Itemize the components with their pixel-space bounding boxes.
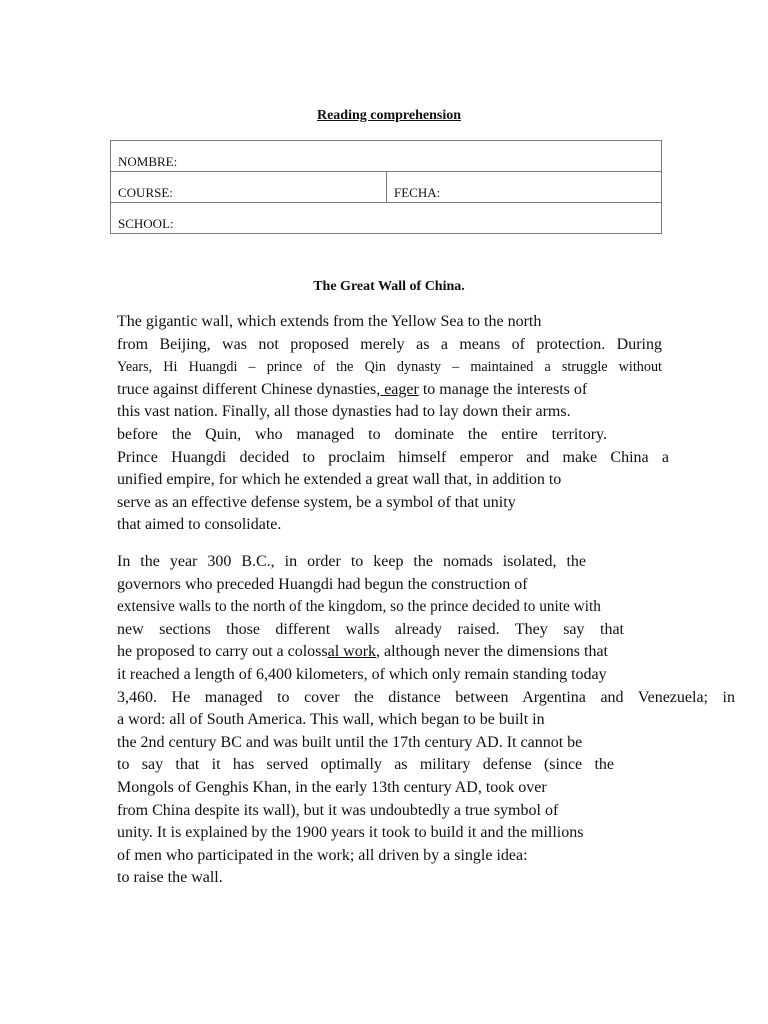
text-line: Years, Hi Huangdi – prince of the Qin dynasty – maintained a struggle without	[117, 359, 662, 376]
text-segment: he proposed to carry out a coloss	[117, 643, 328, 661]
text-line: new sections those different walls already raised. They say that	[117, 620, 624, 638]
text-line	[117, 379, 662, 402]
text-line: 3,460. He managed to cover the distance between Argentina and Venezuela; in	[117, 688, 735, 706]
student-info-table	[110, 140, 662, 234]
course-field: COURSE:	[111, 172, 387, 203]
fecha-field: FECHA:	[387, 172, 662, 203]
text-line: unity. It is explained by the 1900 years it took to build it and the millions	[117, 824, 584, 842]
text-line: to raise the wall.	[117, 869, 223, 887]
text-line	[117, 641, 735, 664]
text-line: unified empire, for which he extended a great wall that, in addition to	[117, 471, 562, 489]
text-line: from China despite its wall), but it was undoubtedly a true symbol of	[117, 801, 559, 819]
text-line: a word: all of South America. This wall, which began to be built in	[117, 711, 545, 729]
text-segment: truce against different Chinese dynasties	[117, 380, 377, 398]
paragraph-1	[117, 311, 669, 537]
text-line: extensive walls to the north of the kingdom, so the prince decided to unite with	[117, 598, 601, 616]
text-line: of men who participated in the work; all driven by a single idea:	[117, 846, 528, 864]
text-line: that aimed to consolidate.	[117, 516, 282, 534]
text-segment: to manage the interests of	[418, 380, 588, 398]
underlined-text: al work	[327, 643, 377, 661]
nombre-field: NOMBRE:	[111, 141, 662, 172]
table-row	[111, 203, 662, 234]
text-line: before the Quin, who managed to dominate the entire territory.	[117, 425, 607, 443]
reading-title: The Great Wall of China.	[313, 279, 465, 294]
text-line: the 2nd century BC and was built until the 17th century AD. It cannot be	[117, 733, 583, 751]
text-line: governors who preceded Huangdi had begun the construction of	[117, 575, 528, 593]
text-line: Mongols of Genghis Khan, in the early 13th century AD, took over	[117, 778, 547, 796]
text-segment: , although never the dimensions that	[376, 643, 608, 661]
document-title: Reading comprehension	[316, 108, 462, 123]
text-line: The gigantic wall, which extends from the Yellow Sea to the north	[117, 313, 542, 330]
text-line: to say that it has served optimally as military defense (since the	[117, 756, 614, 774]
school-field: SCHOOL:	[111, 203, 662, 234]
table-row	[111, 172, 662, 203]
text-line: this vast nation. Finally, all those dynasties had to lay down their arms.	[117, 403, 571, 421]
text-line: In the year 300 B.C., in order to keep the nomads isolated, the	[117, 553, 586, 570]
text-line: from Beijing, was not proposed merely as a means of protection. During	[117, 335, 662, 353]
text-line: Prince Huangdi decided to proclaim himself emperor and make China a	[117, 448, 669, 466]
text-line: it reached a length of 6,400 kilometers, of which only remain standing today	[117, 665, 607, 683]
underlined-text: , eager	[376, 380, 419, 398]
text-line: serve as an effective defense system, be a symbol of that unity	[117, 493, 516, 511]
table-row	[111, 141, 662, 172]
paragraph-2	[117, 551, 735, 890]
